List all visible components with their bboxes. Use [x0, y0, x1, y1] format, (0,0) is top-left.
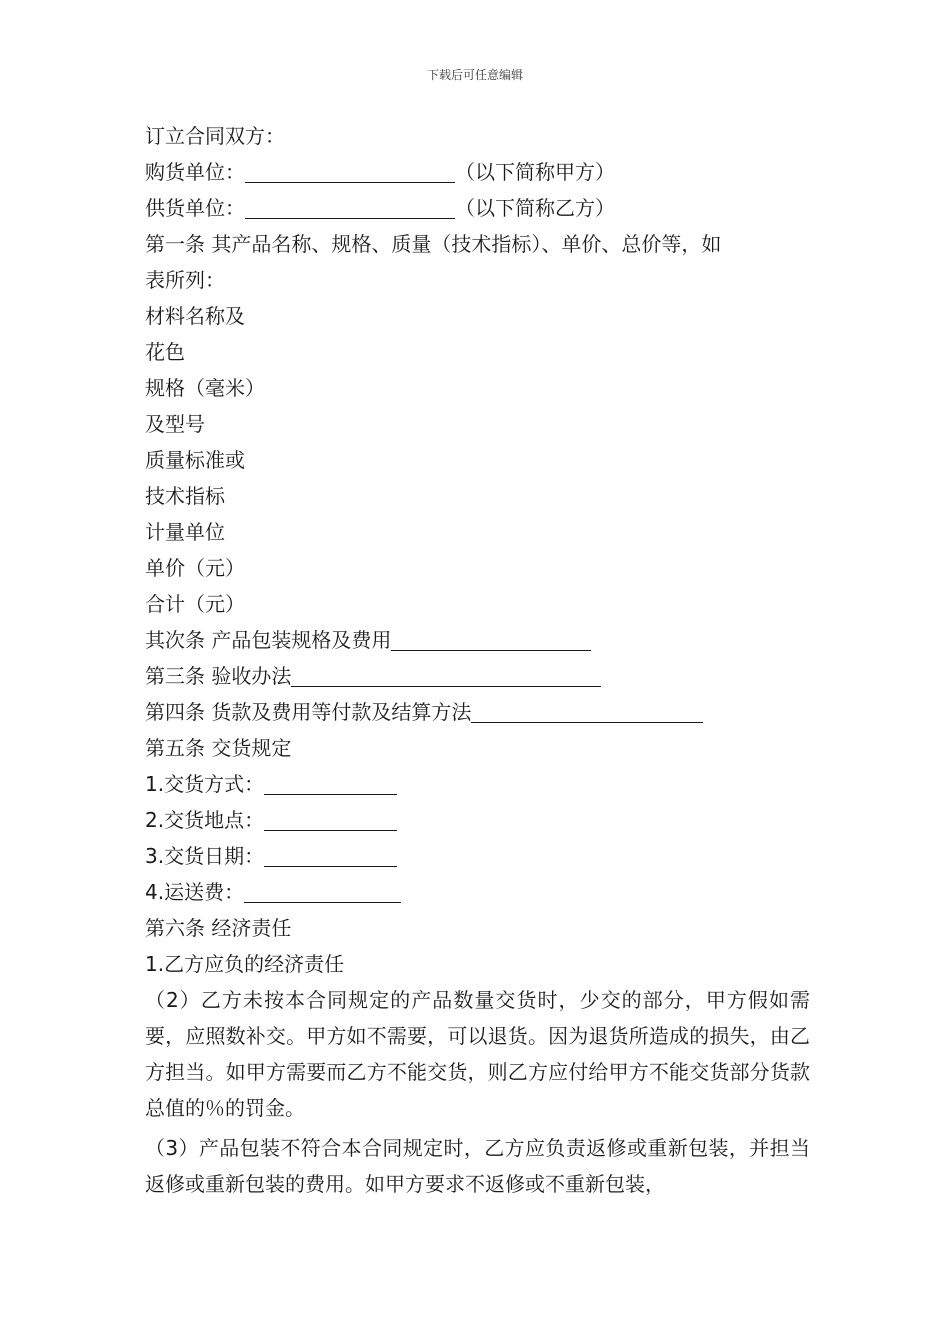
buyer-label: 购货单位： — [145, 160, 245, 184]
article2-line — [145, 622, 810, 658]
table-header-7: 单价（元） — [145, 556, 245, 580]
article4-text: 第四条 货款及费用等付款及结算方法 — [145, 700, 472, 724]
article6-sub1: 1.乙方应负的经济责任 — [145, 952, 345, 976]
article6-paragraph-3: （3）产品包装不符合本合同规定时，乙方应负责返修或重新包装，并担当返修或重新包装的费用。如甲方要求不返修或不重新包装， — [145, 1136, 810, 1196]
table-header-0: 材料名称及 — [145, 304, 245, 328]
buyer-blank[interactable] — [245, 160, 455, 183]
article1-line2: 表所列： — [145, 268, 225, 292]
article3-line — [145, 658, 810, 694]
supplier-suffix: （以下简称乙方） — [455, 196, 615, 220]
table-header-2: 规格（毫米） — [145, 376, 265, 400]
article3-blank[interactable] — [291, 664, 601, 687]
delivery-date-label: 3.交货日期： — [145, 844, 265, 868]
table-header-8: 合计（元） — [145, 592, 245, 616]
table-header-3: 及型号 — [145, 412, 205, 436]
table-header-6: 计量单位 — [145, 520, 225, 544]
table-header-4: 质量标准或 — [145, 448, 245, 472]
supplier-blank[interactable] — [245, 196, 455, 219]
delivery-method-blank[interactable] — [264, 772, 397, 795]
article2-text: 其次条 产品包装规格及费用 — [145, 628, 392, 652]
article6-paragraph-2 — [145, 982, 810, 1130]
article1-line1: 第一条 其产品名称、规格、质量（技术指标）、单价、总价等，如 — [145, 232, 722, 256]
buyer-line — [145, 154, 810, 190]
shipping-fee-blank[interactable] — [244, 880, 401, 903]
supplier-label: 供货单位： — [145, 196, 245, 220]
supplier-line — [145, 190, 810, 226]
delivery-method-label: 1.交货方式： — [145, 772, 265, 796]
delivery-date-blank[interactable] — [264, 844, 397, 867]
article6-p2-end: ％的罚金。 — [205, 1096, 305, 1120]
buyer-suffix: （以下简称甲方） — [455, 160, 615, 184]
delivery-place-label: 2.交货地点： — [145, 808, 265, 832]
article5-title: 第五条 交货规定 — [145, 736, 292, 760]
delivery-date-line — [145, 838, 810, 874]
article4-blank[interactable] — [471, 700, 703, 723]
delivery-method-line — [145, 766, 810, 802]
article2-blank[interactable] — [391, 628, 591, 651]
article4-line — [145, 694, 810, 730]
article6-p2-text: （2）乙方未按本合同规定的产品数量交货时，少交的部分，甲方假如需要，应照数补交。甲方如不需要，可以退货。因为退货所造成的损失，由乙方担当。如甲方需要而乙方不能交货，则乙方应付给甲方不能交货部分货款总值的 — [145, 988, 810, 1120]
contract-body — [145, 118, 810, 1202]
intro-title: 订立合同双方： — [145, 124, 285, 148]
delivery-place-line — [145, 802, 810, 838]
shipping-fee-line — [145, 874, 810, 910]
article6-title: 第六条 经济责任 — [145, 916, 292, 940]
shipping-fee-label: 4.运送费： — [145, 880, 245, 904]
delivery-place-blank[interactable] — [264, 808, 397, 831]
page-header: 下载后可任意编辑 — [426, 68, 523, 82]
table-header-5: 技术指标 — [145, 484, 225, 508]
table-header-1: 花色 — [145, 340, 185, 364]
article3-text: 第三条 验收办法 — [145, 664, 292, 688]
